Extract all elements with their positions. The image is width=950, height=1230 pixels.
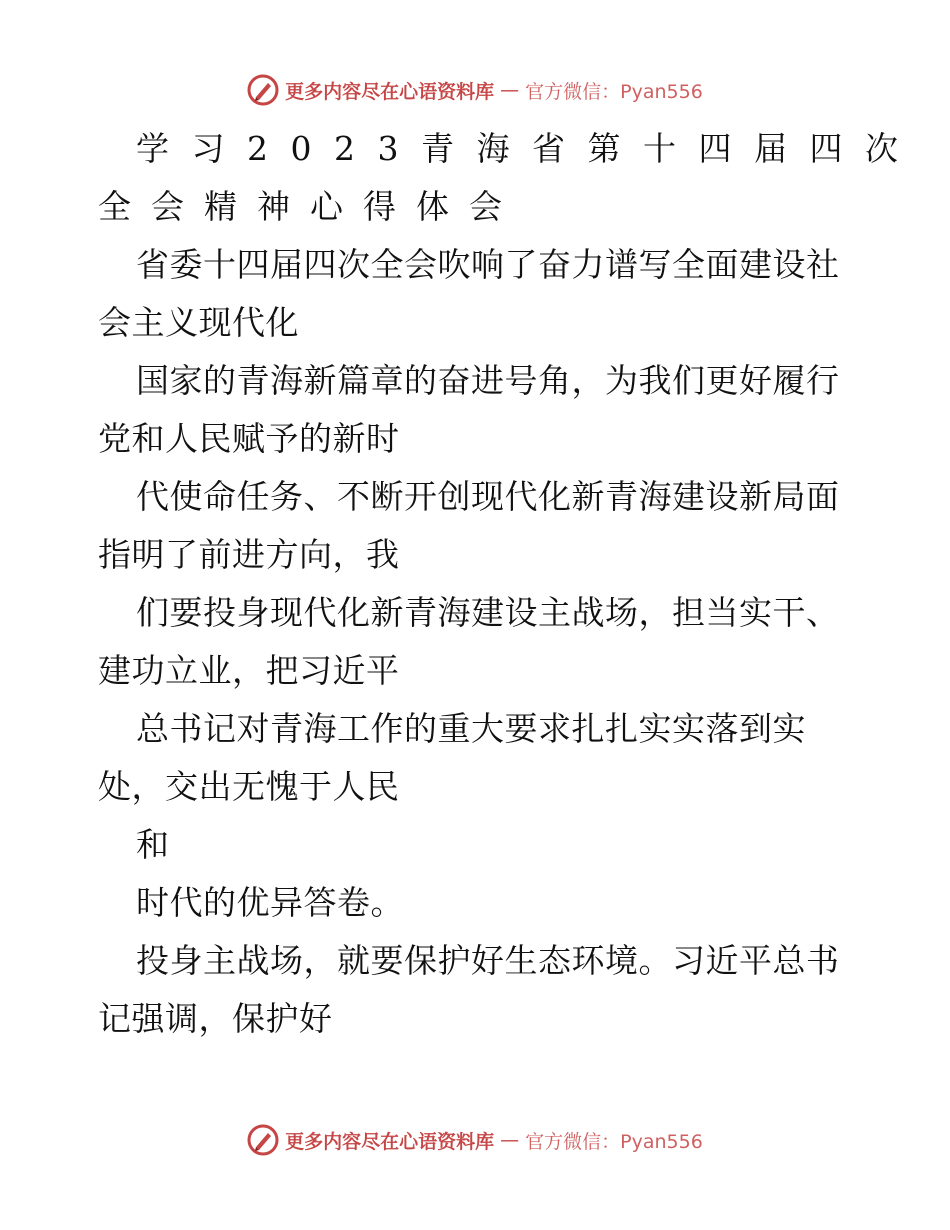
paragraph-line: 们要投身现代化新青海建设主战场，担当实干、 [136, 593, 840, 632]
title-line-1: 学习2023青海省第十四届四次 [136, 129, 921, 168]
watermark-main-text: 更多内容尽在心语资料库 [285, 80, 495, 103]
paragraph-line: 总书记对青海工作的重大要求扎扎实实落到实 [136, 709, 806, 748]
document-body [98, 120, 921, 1048]
paragraph-line: 省委十四届四次全会吹响了奋力谱写全面建设社 [136, 245, 840, 284]
paragraph-line: 党和人民赋予的新时 [98, 419, 400, 458]
watermark-contact: 官方微信：Pyan556 [525, 1130, 703, 1153]
paragraph-line: 投身主战场，就要保护好生态环境。习近平总书 [136, 941, 840, 980]
paragraph-line: 和 [136, 825, 170, 864]
paragraph-line: 指明了前进方向，我 [98, 535, 400, 574]
paragraph-line: 国家的青海新篇章的奋进号角，为我们更好履行 [136, 361, 840, 400]
paragraph-line: 时代的优异答卷。 [136, 883, 404, 922]
footer-watermark [0, 1120, 950, 1160]
paragraph-line: 会主义现代化 [98, 303, 299, 342]
watermark-main-text: 更多内容尽在心语资料库 [285, 1130, 495, 1153]
pen-logo-icon [247, 1124, 279, 1156]
paragraph-line: 处，交出无愧于人民 [98, 767, 400, 806]
watermark-separator: — [500, 1129, 520, 1151]
pen-logo-icon [247, 74, 279, 106]
paragraph-line: 建功立业，把习近平 [98, 651, 400, 690]
watermark-contact: 官方微信：Pyan556 [525, 80, 703, 103]
header-watermark [0, 70, 950, 110]
paragraph-line: 记强调，保护好 [98, 999, 333, 1038]
watermark-separator: — [500, 79, 520, 101]
paragraph-line: 代使命任务、不断开创现代化新青海建设新局面 [136, 477, 840, 516]
title-line-2: 全会精神心得体会 [98, 187, 522, 226]
